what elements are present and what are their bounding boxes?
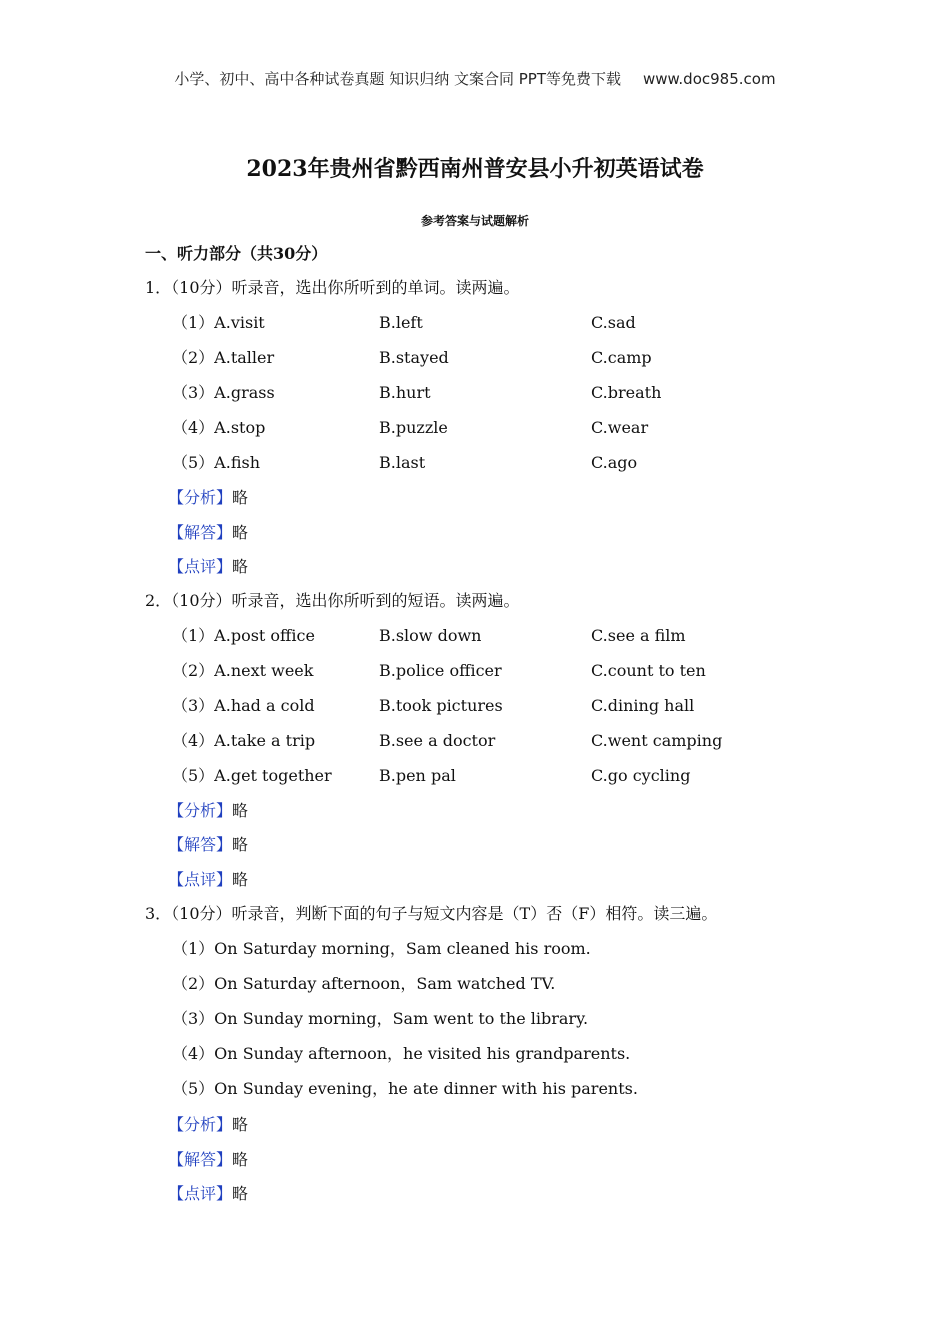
question-3-sentence: （2）On Saturday afternoon，Sam watched TV. <box>172 974 556 993</box>
option-a: （4）A.stop <box>172 418 266 437</box>
answer-value: 略 <box>232 1150 249 1169</box>
option-c: C.count to ten <box>591 661 706 680</box>
option-a: （2）A.next week <box>172 661 314 680</box>
question-2-option-row <box>172 659 872 683</box>
analysis-tag: 【分析】 <box>168 1115 233 1134</box>
question-1-prompt: 1．（10分）听录音，选出你所听到的单词。读两遍。 <box>145 278 520 297</box>
question-2-option-row <box>172 694 872 718</box>
analysis-value: 略 <box>232 1115 249 1134</box>
option-b: B.pen pal <box>379 766 456 785</box>
answer-tag: 【解答】 <box>168 1150 233 1169</box>
analysis-note <box>168 799 248 823</box>
question-2-option-row <box>172 624 872 648</box>
header-site[interactable]: www.doc985.com <box>642 70 776 88</box>
option-b: B.slow down <box>379 626 482 645</box>
option-c: C.go cycling <box>591 766 691 785</box>
option-b: B.left <box>379 313 423 332</box>
page-header <box>0 68 950 89</box>
question-2-option-row <box>172 764 872 788</box>
analysis-tag: 【分析】 <box>168 801 233 820</box>
option-c: C.wear <box>591 418 649 437</box>
question-3-sentence: （4）On Sunday afternoon，he visited his grandparents. <box>172 1044 631 1063</box>
option-a: （5）A.fish <box>172 453 261 472</box>
option-a: （1）A.visit <box>172 313 265 332</box>
section-heading: 一、听力部分（共30分） <box>145 244 328 263</box>
question-3-sentence: （1）On Saturday morning，Sam cleaned his room. <box>172 939 591 958</box>
analysis-tag: 【分析】 <box>168 488 233 507</box>
question-2-option-row <box>172 729 872 753</box>
answer-note <box>168 521 248 545</box>
comment-tag: 【点评】 <box>168 557 233 576</box>
page-title: 2023年贵州省黔西南州普安县小升初英语试卷 <box>246 156 704 182</box>
analysis-value: 略 <box>232 488 249 507</box>
option-b: B.took pictures <box>379 696 503 715</box>
analysis-note <box>168 1113 248 1137</box>
answer-value: 略 <box>232 835 249 854</box>
analysis-note <box>168 486 248 510</box>
comment-value: 略 <box>232 1184 249 1203</box>
answer-note <box>168 833 248 857</box>
option-c: C.ago <box>591 453 638 472</box>
page-subtitle: 参考答案与试题解析 <box>420 214 529 228</box>
option-c: C.see a film <box>591 626 686 645</box>
answer-tag: 【解答】 <box>168 835 233 854</box>
analysis-value: 略 <box>232 801 249 820</box>
comment-note <box>168 555 248 579</box>
option-c: C.went camping <box>591 731 723 750</box>
answer-tag: 【解答】 <box>168 523 233 542</box>
question-3-sentence: （5）On Sunday evening，he ate dinner with his parents. <box>172 1079 638 1098</box>
answer-note <box>168 1148 248 1172</box>
comment-tag: 【点评】 <box>168 1184 233 1203</box>
question-1-option-row <box>172 381 872 405</box>
comment-note <box>168 868 248 892</box>
comment-value: 略 <box>232 557 249 576</box>
option-c: C.breath <box>591 383 662 402</box>
comment-note <box>168 1182 248 1206</box>
option-a: （2）A.taller <box>172 348 275 367</box>
comment-value: 略 <box>232 870 249 889</box>
option-b: B.hurt <box>379 383 431 402</box>
question-1-option-row <box>172 311 872 335</box>
header-text: 小学、初中、高中各种试卷真题 知识归纳 文案合同 PPT等免费下载 <box>174 70 621 88</box>
option-a: （4）A.take a trip <box>172 731 316 750</box>
option-a: （3）A.grass <box>172 383 275 402</box>
question-2-prompt: 2．（10分）听录音，选出你所听到的短语。读两遍。 <box>145 591 520 610</box>
option-b: B.last <box>379 453 426 472</box>
option-c: C.sad <box>591 313 636 332</box>
option-c: C.dining hall <box>591 696 695 715</box>
comment-tag: 【点评】 <box>168 870 233 889</box>
option-b: B.puzzle <box>379 418 448 437</box>
option-a: （5）A.get together <box>172 766 332 785</box>
question-1-option-row <box>172 346 872 370</box>
option-a: （3）A.had a cold <box>172 696 315 715</box>
question-1-option-row <box>172 416 872 440</box>
question-3-prompt: 3．（10分）听录音，判断下面的句子与短文内容是（T）否（F）相符。读三遍。 <box>145 904 718 923</box>
option-b: B.police officer <box>379 661 502 680</box>
option-a: （1）A.post office <box>172 626 315 645</box>
option-b: B.see a doctor <box>379 731 496 750</box>
option-c: C.camp <box>591 348 652 367</box>
question-3-sentence: （3）On Sunday morning，Sam went to the library. <box>172 1009 589 1028</box>
answer-value: 略 <box>232 523 249 542</box>
option-b: B.stayed <box>379 348 449 367</box>
question-1-option-row <box>172 451 872 475</box>
